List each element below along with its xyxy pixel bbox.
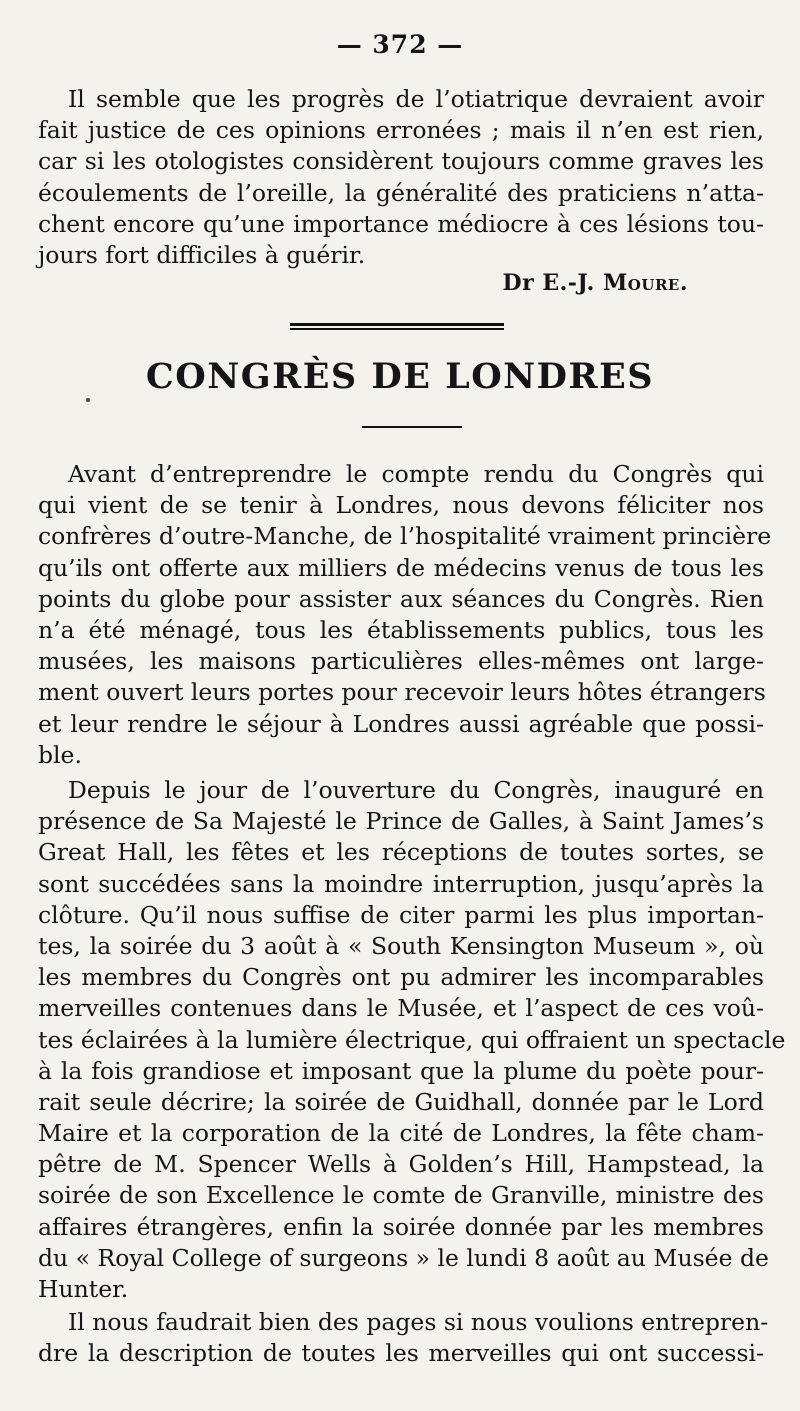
text-line: rait seule décrire; la soirée de Guidhall, donnée par le Lord — [38, 1087, 764, 1116]
paragraph-3 — [38, 1307, 769, 1369]
paragraph-2 — [38, 775, 786, 1305]
text-line: chent encore qu’une importance médiocre à ces lésions tou- — [38, 209, 764, 238]
paragraph-1 — [38, 459, 772, 771]
text-line: pêtre de M. Spencer Wells à Golden’s Hill, Hampstead, la — [38, 1150, 764, 1179]
section-divider-thick — [290, 323, 504, 326]
text-line: merveilles contenues dans le Musée, et l’aspect de ces voû- — [38, 994, 764, 1023]
text-line: sont succédées sans la moindre interruption, jusqu’après la — [38, 869, 764, 898]
text-line: les membres du Congrès ont pu admirer les incomparables — [38, 963, 764, 992]
signature-name: Moure. — [602, 270, 688, 296]
intro-paragraph — [38, 84, 764, 271]
title-underline — [362, 426, 462, 428]
text-line: ment ouvert leurs portes pour recevoir leurs hôtes étrangers — [38, 678, 766, 707]
text-line: confrères d’outre-Manche, de l’hospitalité vraiment princière — [38, 522, 772, 551]
text-line: qu’ils ont offerte aux milliers de médecins venus de tous les — [38, 553, 764, 582]
text-line: Great Hall, les fêtes et les réceptions de toutes sortes, se — [38, 838, 764, 867]
section-divider-thin — [290, 328, 504, 330]
text-line: fait justice de ces opinions erronées ; mais il n’en est rien, — [38, 116, 764, 145]
text-line: jours fort difficiles à guérir. — [38, 240, 366, 269]
text-line: tes éclairées à la lumière électrique, qui offraient un spectacle — [38, 1025, 786, 1054]
text-line: ble. — [38, 740, 82, 769]
signature-prefix: Dr E.-J. — [502, 270, 603, 296]
section-title: CONGRÈS DE LONDRES — [145, 356, 655, 397]
page-number: — 372 — — [336, 30, 464, 59]
text-line: Maire et la corporation de la cité de Londres, la fête cham- — [38, 1119, 764, 1148]
text-line: Il nous faudrait bien des pages si nous voulions entrepren- — [68, 1308, 769, 1336]
text-line: dre la description de toutes les merveilles qui ont successi- — [38, 1339, 764, 1368]
text-line: clôture. Qu’il nous suffise de citer parmi les plus importan- — [38, 900, 764, 929]
text-line: car si les otologistes considèrent toujours comme graves les — [38, 147, 764, 176]
text-line: tes, la soirée du 3 août à « South Kensington Museum », où — [38, 931, 764, 960]
text-line: du « Royal College of surgeons » le lundi 8 août au Musée de — [38, 1243, 769, 1272]
text-line: points du globe pour assister aux séances du Congrès. Rien — [38, 584, 764, 613]
text-line: Depuis le jour de l’ouverture du Congrès, inauguré en — [68, 776, 764, 804]
text-line: Il semble que les progrès de l’otiatrique devraient avoir — [68, 85, 764, 113]
author-signature — [503, 270, 688, 296]
text-line: musées, les maisons particulières elles-mêmes ont large- — [38, 647, 764, 676]
text-line: Avant d’entreprendre le compte rendu du Congrès qui — [68, 460, 764, 488]
text-line: Hunter. — [38, 1275, 129, 1303]
text-line: et leur rendre le séjour à Londres aussi agréable que possi- — [38, 709, 764, 738]
text-line: qui vient de se tenir à Londres, nous devons féliciter nos — [38, 491, 764, 520]
text-line: n’a été ménagé, tous les établissements publics, tous les — [38, 615, 764, 644]
text-line: écoulements de l’oreille, la généralité des praticiens n’atta- — [38, 178, 764, 207]
text-line: soirée de son Excellence le comte de Granville, ministre des — [38, 1181, 764, 1210]
print-speck — [86, 398, 90, 402]
text-line: présence de Sa Majesté le Prince de Galles, à Saint James’s — [38, 807, 764, 836]
text-line: affaires étrangères, enfin la soirée donnée par les membres — [38, 1212, 764, 1241]
text-line: à la fois grandiose et imposant que la plume du poète pour- — [38, 1056, 764, 1085]
